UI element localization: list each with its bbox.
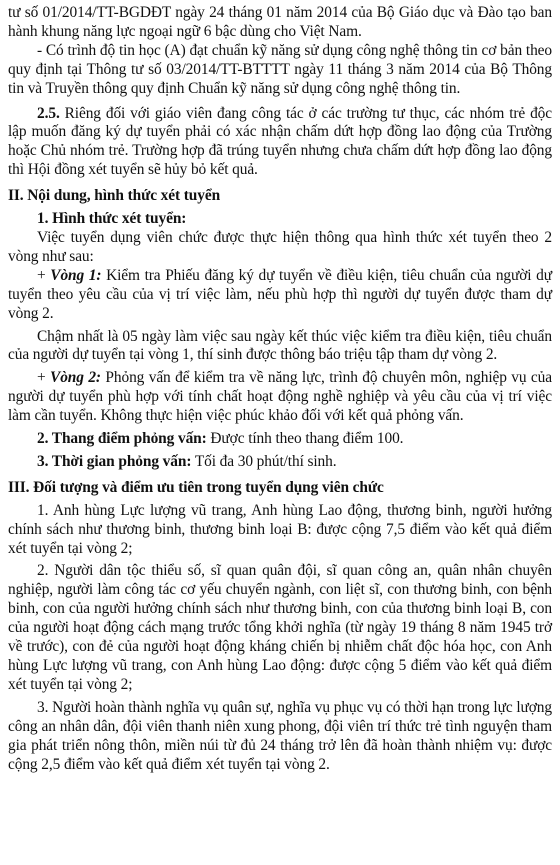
clause-text: Riêng đối với giáo viên đang công tác ở các trường tư thục, các nhóm trẻ độc lập muốn đăng ký dự tuyển phải có xác nhận chấm dứt hợp đồng lao động của Trường hoặc Chủ nhóm trẻ. Trường hợp đã trúng tuyển nhưng chưa chấm dứt hợp đồng lao động thì Hội đồng xét tuyển sẽ hủy bỏ kết quả. [8, 104, 552, 179]
score-scale-text: Được tính theo thang điểm 100. [206, 430, 404, 448]
paragraph-priority-3: 3. Người hoàn thành nghĩa vụ quân sự, nghĩa vụ phục vụ có thời hạn trong lực lượng công an nhân dân, đội viên thanh niên xung phong, đội viên trí thức trẻ tình nguyện tham gia phát triển nông thôn, miền núi từ đủ 24 tháng trở lên đã hoàn thành nhiệm vụ: được cộng 2,5 điểm vào kết quả điểm xét tuyển tại vòng 2. [8, 698, 552, 773]
interview-time-label: 3. Thời gian phỏng vấn: [37, 452, 192, 470]
paragraph-round-2 [8, 369, 552, 426]
paragraph-priority-2: 2. Người dân tộc thiểu số, sĩ quan quân đội, sĩ quan công an, quân nhân chuyên nghiệp, người làm công tác cơ yếu chuyển ngành, con liệt sĩ, con thương binh, con bệnh binh, con của người hưởng chính sách như thương binh, con của thương binh loại B, con của người hoạt động cách mạng trước tổng khởi nghĩa (từ ngày 19 tháng 8 năm 1945 trở về trước), con đẻ của người hoạt động kháng chiến bị nhiễm chất độc hóa học, con Anh hùng Lực lượng vũ trang, con Anh hùng Lao động: được cộng 5 điểm vào kết quả điểm xét tuyển tại vòng 2; [8, 562, 552, 693]
bullet-prefix: + [37, 266, 51, 284]
paragraph-rounds-intro: Việc tuyển dụng viên chức được thực hiện thông qua hình thức xét tuyển theo 2 vòng như sau: [8, 228, 552, 265]
section-heading-iii: III. Đối tượng và điểm ưu tiên trong tuyển dụng viên chức [8, 478, 384, 496]
round-1-label: Vòng 1: [50, 266, 102, 284]
paragraph-priority-1: 1. Anh hùng Lực lượng vũ trang, Anh hùng Lao động, thương binh, người hưởng chính sách như thương binh, thương binh loại B: được cộng 7,5 điểm vào kết quả điểm xét tuyển tại vòng 2; [8, 501, 552, 557]
paragraph-2-5 [8, 105, 552, 181]
round-2-text: Phỏng vấn để kiểm tra về năng lực, trình độ chuyên môn, nghiệp vụ của người dự tuyển phù hợp với tính chất hoạt động nghề nghiệp và yêu cầu của vị trí việc làm cần tuyển. Không thực hiện việc phúc khảo đối với kết quả phỏng vấn. [8, 369, 552, 425]
subheading-form: 1. Hình thức xét tuyển: [37, 210, 187, 228]
paragraph-it-requirement: - Có trình độ tin học (A) đạt chuẩn kỹ năng sử dụng công nghệ thông tin cơ bản theo quy định tại Thông tư số 03/2014/TT-BTTTT ngày 11 tháng 3 năm 2014 của Bộ Thông tin và Truyền thông quy định Chuẩn kỹ năng sử dụng công nghệ thông tin. [8, 41, 552, 97]
paragraph-score-scale [8, 430, 552, 449]
round-1-text: Kiểm tra Phiếu đăng ký dự tuyển về điều kiện, tiêu chuẩn của người dự tuyển theo yêu cầu của vị trí việc làm, nếu phù hợp thì người dự tuyển được tham dự vòng 2. [8, 266, 552, 322]
round-2-label: Vòng 2: [50, 369, 101, 387]
paragraph-interview-time [8, 453, 552, 472]
paragraph-foreign-language-requirement: tư số 01/2014/TT-BGDĐT ngày 24 tháng 01 năm 2014 của Bộ Giáo dục và Đào tạo ban hành khung năng lực ngoại ngữ 6 bậc dùng cho Việt Nam. [8, 4, 552, 40]
bullet-prefix: + [37, 369, 51, 387]
paragraph-notice-deadline: Chậm nhất là 05 ngày làm việc sau ngày kết thúc việc kiểm tra điều kiện, tiêu chuẩn của người dự tuyển tại vòng 1, thí sinh được thông báo triệu tập tham dự vòng 2. [8, 327, 552, 364]
interview-time-text: Tối đa 30 phút/thí sinh. [191, 452, 337, 470]
paragraph-round-1 [8, 267, 552, 324]
clause-number: 2.5. [37, 104, 60, 122]
score-scale-label: 2. Thang điểm phỏng vấn: [37, 430, 207, 448]
section-heading-ii: II. Nội dung, hình thức xét tuyển [8, 187, 221, 205]
